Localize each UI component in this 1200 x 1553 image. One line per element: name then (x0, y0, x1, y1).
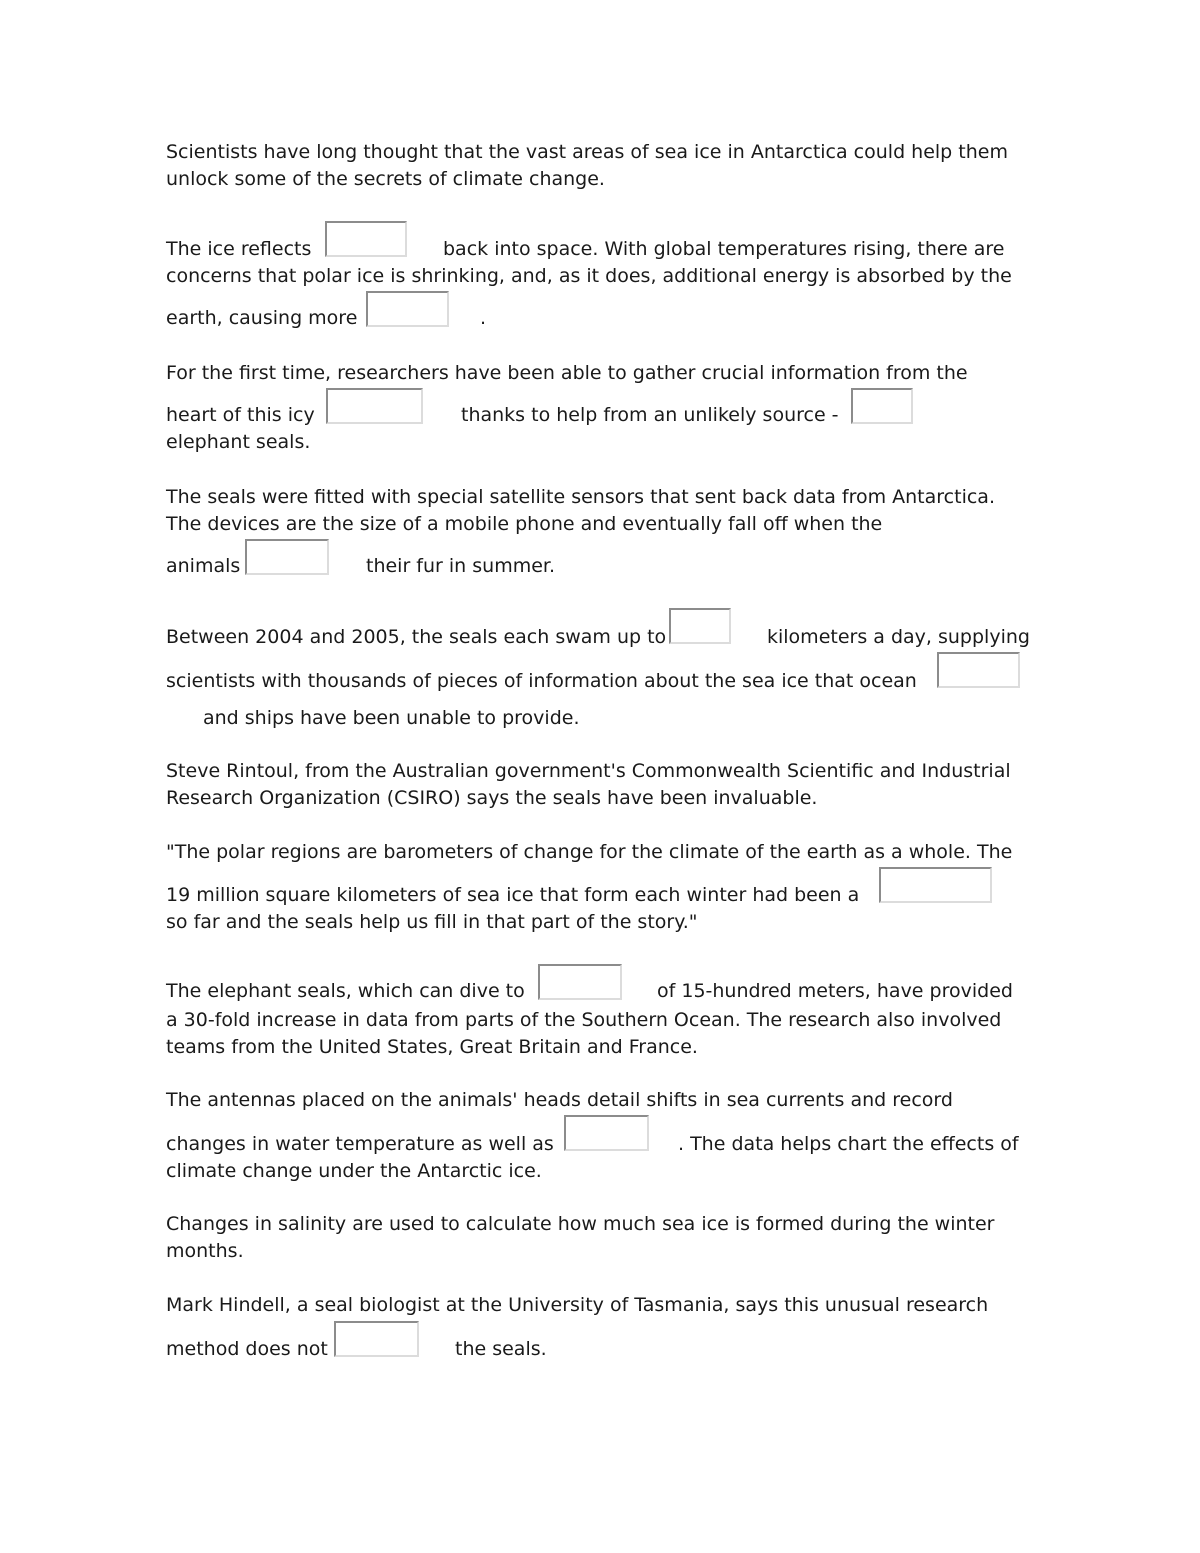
paragraph-9-line-1: The antennas placed on the animals' heads detail shifts in sea currents and record (166, 1089, 953, 1111)
paragraph-10-line-1: Changes in salinity are used to calculate how much sea ice is formed during the winter (166, 1213, 995, 1235)
paragraph-8-line-2: a 30-fold increase in data from parts of the Southern Ocean. The research also involved (166, 1009, 1002, 1031)
paragraph-7-line-3: so far and the seals help us fill in that part of the story." (166, 911, 698, 933)
paragraph-7-line-1: "The polar regions are barometers of change for the climate of the earth as a whole. The (166, 841, 1013, 863)
paragraph-9-line-2-after: . The data helps chart the effects of (678, 1133, 1019, 1155)
paragraph-11-line-2-before: method does not (166, 1338, 328, 1360)
blank-4-input[interactable] (851, 388, 913, 424)
paragraph-2-line-1-before: The ice reflects (166, 238, 312, 260)
paragraph-8-line-1-after: of 15-hundred meters, have provided (657, 980, 1013, 1002)
paragraph-6-line-1: Steve Rintoul, from the Australian government's Commonwealth Scientific and Industrial (166, 760, 1011, 782)
paragraph-8-line-3: teams from the United States, Great Britain and France. (166, 1036, 698, 1058)
blank-1-input[interactable] (325, 221, 407, 257)
paragraph-9-line-2-before: changes in water temperature as well as (166, 1133, 554, 1155)
paragraph-4-line-3-after: their fur in summer. (366, 555, 556, 577)
paragraph-5-line-1-before: Between 2004 and 2005, the seals each swam up to (166, 626, 667, 648)
paragraph-4-line-1: The seals were fitted with special satellite sensors that sent back data from Antarctica. (166, 486, 995, 508)
paragraph-2-line-1-after: back into space. With global temperatures rising, there are (443, 238, 1005, 260)
blank-2-input[interactable] (366, 291, 449, 327)
paragraph-4-line-3-before: animals (166, 555, 241, 577)
paragraph-3-line-3: elephant seals. (166, 431, 311, 453)
blank-7-input[interactable] (937, 652, 1020, 688)
paragraph-5-line-3: and ships have been unable to provide. (203, 707, 580, 729)
paragraph-1-line-1: Scientists have long thought that the vast areas of sea ice in Antarctica could help them (166, 141, 1008, 163)
blank-9-input[interactable] (538, 964, 622, 1000)
paragraph-6-line-2: Research Organization (CSIRO) says the seals have been invaluable. (166, 787, 818, 809)
blank-3-input[interactable] (326, 388, 423, 424)
paragraph-5-line-1-after: kilometers a day, supplying (767, 626, 1030, 648)
blank-11-input[interactable] (334, 1321, 419, 1357)
paragraph-11-line-2-after: the seals. (455, 1338, 547, 1360)
paragraph-3-line-2-before: heart of this icy (166, 404, 315, 426)
paragraph-7-line-2-before: 19 million square kilometers of sea ice that form each winter had been a (166, 884, 860, 906)
paragraph-3-line-2-after: thanks to help from an unlikely source - (461, 404, 839, 426)
paragraph-10-line-2: months. (166, 1240, 244, 1262)
paragraph-5-line-2-before: scientists with thousands of pieces of information about the sea ice that ocean (166, 670, 917, 692)
paragraph-2-line-3-before: earth, causing more (166, 307, 358, 329)
blank-5-input[interactable] (245, 539, 329, 575)
paragraph-3-line-1: For the first time, researchers have been able to gather crucial information from the (166, 362, 968, 384)
paragraph-11-line-1: Mark Hindell, a seal biologist at the University of Tasmania, says this unusual research (166, 1294, 989, 1316)
paragraph-8-line-1-before: The elephant seals, which can dive to (166, 980, 525, 1002)
paragraph-2-line-2: concerns that polar ice is shrinking, and, as it does, additional energy is absorbed by the (166, 265, 1012, 287)
blank-8-input[interactable] (879, 867, 992, 903)
blank-6-input[interactable] (669, 608, 731, 644)
paragraph-1-line-2: unlock some of the secrets of climate change. (166, 168, 605, 190)
paragraph-4-line-2: The devices are the size of a mobile phone and eventually fall off when the (166, 513, 883, 535)
blank-10-input[interactable] (564, 1115, 649, 1151)
paragraph-2-line-3-after: . (480, 307, 487, 329)
paragraph-9-line-3: climate change under the Antarctic ice. (166, 1160, 542, 1182)
